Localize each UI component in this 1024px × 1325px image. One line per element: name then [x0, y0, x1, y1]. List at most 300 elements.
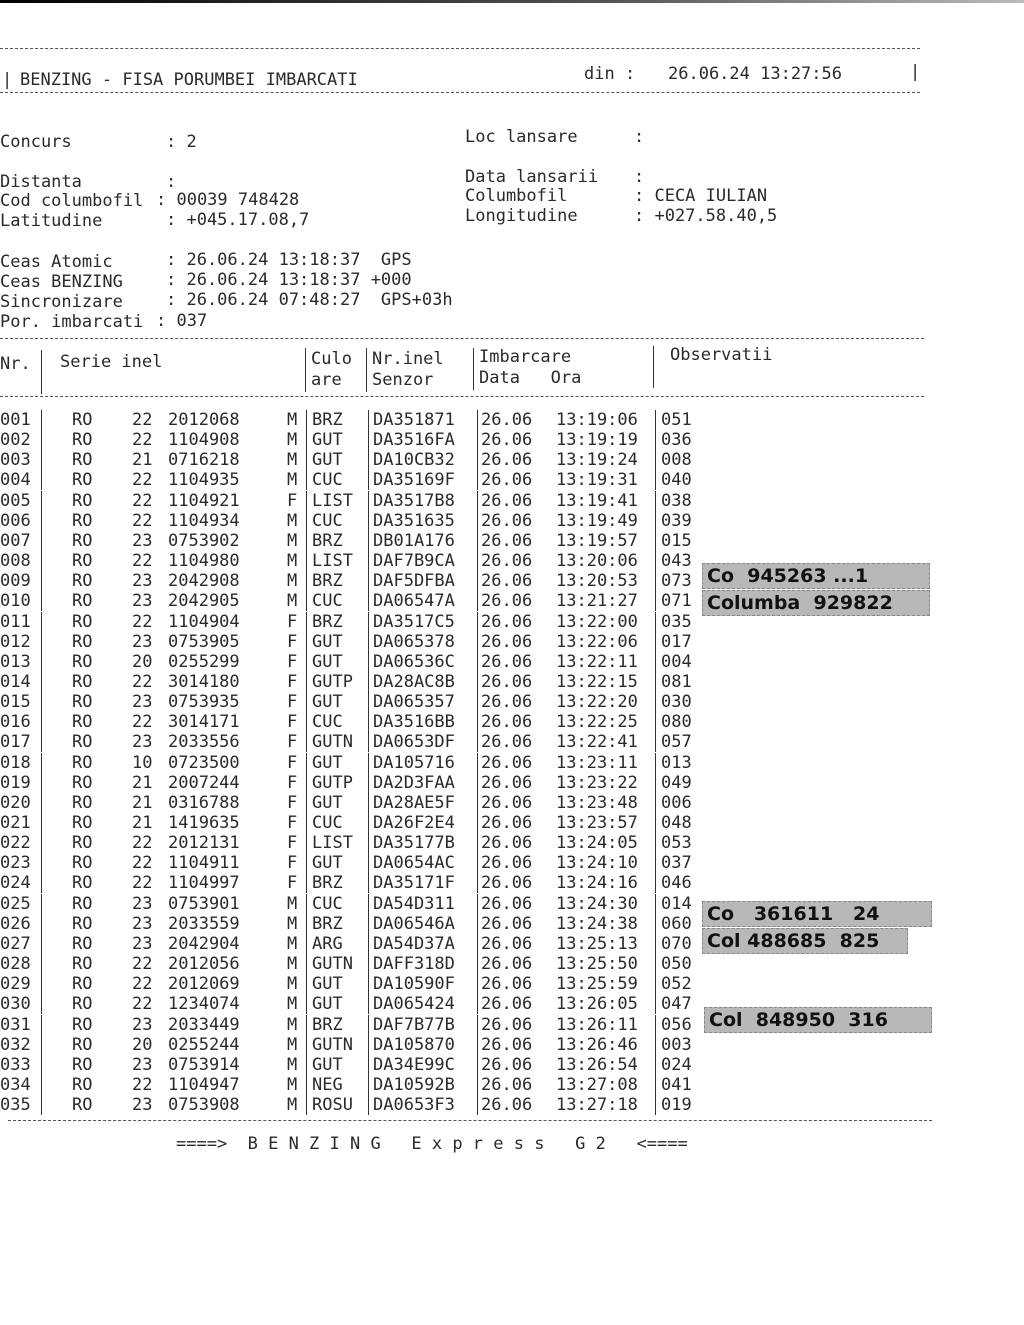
cell-data: 26.06	[481, 632, 533, 652]
row-separator-nr	[41, 753, 42, 773]
cell-data: 26.06	[481, 853, 533, 873]
cell-data: 26.06	[481, 612, 533, 632]
cell-tara: RO	[72, 773, 93, 793]
row-separator-nrinel	[368, 753, 369, 773]
cell-an: 23	[132, 591, 153, 611]
cell-nr: 017	[0, 732, 31, 752]
row-separator-imbarcare	[477, 813, 478, 833]
cell-tara: RO	[72, 551, 93, 571]
cell-tara: RO	[72, 833, 93, 853]
cell-inel: 3014171	[168, 712, 240, 732]
row-separator-imbarcare	[477, 793, 478, 813]
cell-sex: F	[287, 833, 298, 853]
row-separator-observatii	[655, 511, 656, 531]
cell-tara: RO	[72, 954, 93, 974]
cell-tara: RO	[72, 1035, 93, 1055]
row-separator-nr	[41, 914, 42, 934]
data-lansarii-label: Data lansarii	[465, 167, 599, 187]
cell-senzor: DA351871	[373, 410, 455, 430]
cell-nr: 016	[0, 712, 31, 732]
cell-senzor: DA26F2E4	[373, 813, 455, 833]
cell-data: 26.06	[481, 934, 533, 954]
column-header-imbarcare-2: Data Ora	[479, 368, 582, 388]
header-top-divider	[0, 48, 920, 49]
cell-ora: 13:19:57	[556, 531, 638, 551]
cell-tara: RO	[72, 1015, 93, 1035]
cell-senzor: DAFF318D	[373, 954, 455, 974]
row-separator-nrinel	[368, 410, 369, 430]
row-separator-imbarcare	[477, 632, 478, 652]
cell-senzor: DA06536C	[373, 652, 455, 672]
cell-ora: 13:23:57	[556, 813, 638, 833]
cell-tara: RO	[72, 753, 93, 773]
cell-culoare: BRZ	[312, 410, 343, 430]
table-row	[0, 833, 700, 853]
cell-data: 26.06	[481, 773, 533, 793]
data-lansarii-value: :	[634, 167, 645, 187]
cell-inel: 2012068	[168, 410, 240, 430]
row-separator-nrinel	[368, 1075, 369, 1095]
row-separator-culoare	[306, 591, 307, 611]
cell-inel: 2012069	[168, 974, 240, 994]
row-separator-nr	[41, 430, 42, 450]
cell-senzor: DA34E99C	[373, 1055, 455, 1075]
cell-observatii: 013	[661, 753, 692, 773]
cell-ora: 13:22:15	[556, 672, 638, 692]
cell-ora: 13:27:18	[556, 1095, 638, 1115]
cell-senzor: DA065424	[373, 994, 455, 1014]
cell-ora: 13:19:41	[556, 491, 638, 511]
table-row	[0, 652, 700, 672]
cell-ora: 13:19:49	[556, 511, 638, 531]
table-header-bottom-divider	[0, 396, 924, 397]
row-separator-observatii	[655, 853, 656, 873]
cell-senzor: DA0653DF	[373, 732, 455, 752]
longitudine-label: Longitudine	[465, 206, 578, 226]
table-row	[0, 1075, 700, 1095]
cell-nr: 035	[0, 1095, 31, 1115]
cell-observatii: 081	[661, 672, 692, 692]
row-separator-imbarcare	[477, 430, 478, 450]
table-bottom-divider	[8, 1120, 932, 1121]
row-separator-nrinel	[368, 511, 369, 531]
cell-nr: 022	[0, 833, 31, 853]
row-separator-nr	[41, 813, 42, 833]
cell-senzor: DA10CB32	[373, 450, 455, 470]
cell-tara: RO	[72, 1095, 93, 1115]
cell-nr: 031	[0, 1015, 31, 1035]
cell-nr: 027	[0, 934, 31, 954]
header-bottom-divider	[0, 92, 920, 93]
cell-culoare: GUT	[312, 793, 343, 813]
row-separator-observatii	[655, 833, 656, 853]
row-separator-imbarcare	[477, 551, 478, 571]
cell-inel: 2007244	[168, 773, 240, 793]
row-separator-culoare	[306, 1075, 307, 1095]
cell-observatii: 039	[661, 511, 692, 531]
table-row	[0, 1055, 700, 1075]
cell-observatii: 003	[661, 1035, 692, 1055]
cell-an: 22	[132, 430, 153, 450]
cell-ora: 13:22:25	[556, 712, 638, 732]
cell-an: 23	[132, 894, 153, 914]
cell-ora: 13:24:38	[556, 914, 638, 934]
cell-tara: RO	[72, 470, 93, 490]
cell-sex: M	[287, 974, 298, 994]
cell-senzor: DAF7B77B	[373, 1015, 455, 1035]
row-separator-observatii	[655, 1035, 656, 1055]
cell-data: 26.06	[481, 1055, 533, 1075]
cell-tara: RO	[72, 511, 93, 531]
cell-tara: RO	[72, 632, 93, 652]
cell-senzor: DA10590F	[373, 974, 455, 994]
cell-an: 22	[132, 994, 153, 1014]
cell-sex: F	[287, 692, 298, 712]
cell-observatii: 050	[661, 954, 692, 974]
row-separator-nr	[41, 450, 42, 470]
cell-senzor: DAF5DFBA	[373, 571, 455, 591]
cell-ora: 13:22:11	[556, 652, 638, 672]
cell-observatii: 080	[661, 712, 692, 732]
row-separator-culoare	[306, 430, 307, 450]
row-separator-nrinel	[368, 571, 369, 591]
column-header-culoare-2: are	[311, 370, 342, 390]
row-separator-nrinel	[368, 894, 369, 914]
row-separator-observatii	[655, 934, 656, 954]
row-separator-culoare	[306, 873, 307, 893]
cell-inel: 0753935	[168, 692, 240, 712]
cell-sex: F	[287, 732, 298, 752]
concurs-value: : 2	[166, 132, 197, 152]
cell-sex: M	[287, 1095, 298, 1115]
cell-data: 26.06	[481, 531, 533, 551]
cell-ora: 13:22:06	[556, 632, 638, 652]
cell-data: 26.06	[481, 410, 533, 430]
cell-culoare: GUTN	[312, 732, 353, 752]
cell-culoare: LIST	[312, 833, 353, 853]
cell-sex: F	[287, 612, 298, 632]
cell-data: 26.06	[481, 894, 533, 914]
row-separator-imbarcare	[477, 894, 478, 914]
cell-observatii: 048	[661, 813, 692, 833]
cell-sex: M	[287, 934, 298, 954]
cell-nr: 009	[0, 571, 31, 591]
cell-senzor: DA35177B	[373, 833, 455, 853]
cell-culoare: GUT	[312, 1055, 343, 1075]
table-row	[0, 692, 700, 712]
cell-an: 22	[132, 1075, 153, 1095]
row-separator-imbarcare	[477, 672, 478, 692]
row-separator-imbarcare	[477, 753, 478, 773]
cell-nr: 034	[0, 1075, 31, 1095]
row-separator-imbarcare	[477, 1055, 478, 1075]
row-separator-observatii	[655, 1015, 656, 1035]
cell-tara: RO	[72, 873, 93, 893]
cell-observatii: 071	[661, 591, 692, 611]
cell-an: 22	[132, 612, 153, 632]
concurs-label: Concurs	[0, 132, 72, 152]
cell-inel: 1104934	[168, 511, 240, 531]
cell-observatii: 038	[661, 491, 692, 511]
header-separator-nr	[41, 350, 42, 394]
row-separator-imbarcare	[477, 410, 478, 430]
cell-sex: F	[287, 491, 298, 511]
scan-top-edge	[0, 0, 1024, 3]
row-separator-nr	[41, 591, 42, 611]
row-separator-nrinel	[368, 551, 369, 571]
cell-inel: 2012056	[168, 954, 240, 974]
row-separator-nr	[41, 612, 42, 632]
table-row	[0, 430, 700, 450]
cell-data: 26.06	[481, 571, 533, 591]
cell-culoare: GUT	[312, 450, 343, 470]
cell-culoare: BRZ	[312, 873, 343, 893]
cell-senzor: DA35171F	[373, 873, 455, 893]
table-row	[0, 531, 700, 551]
cell-senzor: DA06546A	[373, 914, 455, 934]
row-separator-imbarcare	[477, 994, 478, 1014]
cell-inel: 1104911	[168, 853, 240, 873]
cell-an: 22	[132, 853, 153, 873]
row-separator-nr	[41, 873, 42, 893]
latitudine-value: : +045.17.08,7	[166, 210, 310, 230]
row-separator-culoare	[306, 753, 307, 773]
row-separator-observatii	[655, 813, 656, 833]
cell-observatii: 052	[661, 974, 692, 994]
cell-senzor: DA28AC8B	[373, 672, 455, 692]
row-separator-observatii	[655, 994, 656, 1014]
row-separator-culoare	[306, 571, 307, 591]
cell-tara: RO	[72, 994, 93, 1014]
cell-nr: 025	[0, 894, 31, 914]
cell-an: 23	[132, 1095, 153, 1115]
cell-sex: M	[287, 894, 298, 914]
cell-an: 22	[132, 974, 153, 994]
cell-data: 26.06	[481, 753, 533, 773]
cell-senzor: DA351635	[373, 511, 455, 531]
cell-sex: M	[287, 551, 298, 571]
row-separator-nr	[41, 1095, 42, 1115]
row-separator-nrinel	[368, 1055, 369, 1075]
row-separator-nr	[41, 1055, 42, 1075]
cell-tara: RO	[72, 410, 93, 430]
ceas-benzing-label: Ceas BENZING	[0, 272, 123, 292]
table-row	[0, 914, 700, 934]
ceas-atomic-value: : 26.06.24 13:18:37 GPS	[166, 250, 412, 270]
cell-inel: 1104947	[168, 1075, 240, 1095]
row-separator-culoare	[306, 974, 307, 994]
row-separator-observatii	[655, 1075, 656, 1095]
cell-nr: 004	[0, 470, 31, 490]
row-separator-culoare	[306, 1015, 307, 1035]
cell-culoare: GUTN	[312, 954, 353, 974]
row-separator-observatii	[655, 470, 656, 490]
cell-observatii: 047	[661, 994, 692, 1014]
cell-inel: 1234074	[168, 994, 240, 1014]
cell-data: 26.06	[481, 1035, 533, 1055]
row-separator-culoare	[306, 692, 307, 712]
cell-culoare: GUT	[312, 692, 343, 712]
header-separator-culoare	[305, 348, 306, 392]
table-row	[0, 853, 700, 873]
cell-ora: 13:22:00	[556, 612, 638, 632]
row-separator-imbarcare	[477, 934, 478, 954]
cell-sex: M	[287, 430, 298, 450]
cell-nr: 019	[0, 773, 31, 793]
cell-ora: 13:19:06	[556, 410, 638, 430]
cell-inel: 2042905	[168, 591, 240, 611]
row-separator-observatii	[655, 491, 656, 511]
row-separator-imbarcare	[477, 491, 478, 511]
row-separator-nrinel	[368, 470, 369, 490]
table-row	[0, 470, 700, 490]
cell-nr: 006	[0, 511, 31, 531]
cell-inel: 1104904	[168, 612, 240, 632]
cell-an: 22	[132, 491, 153, 511]
row-separator-imbarcare	[477, 773, 478, 793]
row-separator-nrinel	[368, 853, 369, 873]
porumbei-imbarcati-value: : 037	[156, 311, 208, 331]
table-row	[0, 753, 700, 773]
cell-inel: 0716218	[168, 450, 240, 470]
cell-ora: 13:20:53	[556, 571, 638, 591]
cell-sex: M	[287, 994, 298, 1014]
row-separator-observatii	[655, 430, 656, 450]
cell-sex: F	[287, 873, 298, 893]
row-separator-culoare	[306, 793, 307, 813]
cell-senzor: DA3516BB	[373, 712, 455, 732]
table-row	[0, 571, 700, 591]
row-separator-culoare	[306, 551, 307, 571]
cell-ora: 13:24:30	[556, 894, 638, 914]
row-separator-imbarcare	[477, 954, 478, 974]
row-separator-culoare	[306, 1055, 307, 1075]
row-separator-imbarcare	[477, 692, 478, 712]
cell-data: 26.06	[481, 793, 533, 813]
cell-inel: 1104980	[168, 551, 240, 571]
cell-ora: 13:19:19	[556, 430, 638, 450]
cell-tara: RO	[72, 914, 93, 934]
row-separator-culoare	[306, 511, 307, 531]
row-separator-observatii	[655, 753, 656, 773]
row-separator-nr	[41, 1015, 42, 1035]
cell-an: 20	[132, 652, 153, 672]
row-separator-nrinel	[368, 914, 369, 934]
table-row	[0, 1015, 700, 1035]
cell-data: 26.06	[481, 491, 533, 511]
cell-inel: 1104908	[168, 430, 240, 450]
cell-an: 22	[132, 551, 153, 571]
row-separator-observatii	[655, 450, 656, 470]
cell-ora: 13:23:11	[556, 753, 638, 773]
row-separator-observatii	[655, 793, 656, 813]
row-separator-nrinel	[368, 692, 369, 712]
cell-senzor: DA0653F3	[373, 1095, 455, 1115]
cell-senzor: DA2D3FAA	[373, 773, 455, 793]
row-separator-nr	[41, 571, 42, 591]
cell-data: 26.06	[481, 732, 533, 752]
ceas-benzing-value: : 26.06.24 13:18:37 +000	[166, 270, 412, 290]
cell-observatii: 056	[661, 1015, 692, 1035]
cell-sex: F	[287, 813, 298, 833]
cell-data: 26.06	[481, 954, 533, 974]
cell-senzor: DA3517B8	[373, 491, 455, 511]
cell-an: 21	[132, 450, 153, 470]
cell-sex: M	[287, 1035, 298, 1055]
cell-culoare: NEG	[312, 1075, 343, 1095]
cell-nr: 005	[0, 491, 31, 511]
cell-tara: RO	[72, 732, 93, 752]
cell-data: 26.06	[481, 974, 533, 994]
cell-nr: 030	[0, 994, 31, 1014]
cell-data: 26.06	[481, 833, 533, 853]
ring-sticker-3: Co 361611 24	[702, 901, 932, 927]
cell-senzor: DA54D37A	[373, 934, 455, 954]
cell-an: 22	[132, 511, 153, 531]
cell-ora: 13:27:08	[556, 1075, 638, 1095]
cell-senzor: DA28AE5F	[373, 793, 455, 813]
cell-nr: 023	[0, 853, 31, 873]
cell-an: 21	[132, 773, 153, 793]
cell-inel: 2033559	[168, 914, 240, 934]
table-row	[0, 591, 700, 611]
row-separator-culoare	[306, 491, 307, 511]
row-separator-observatii	[655, 974, 656, 994]
cell-observatii: 040	[661, 470, 692, 490]
cell-ora: 13:24:05	[556, 833, 638, 853]
cell-culoare: GUT	[312, 853, 343, 873]
row-separator-observatii	[655, 732, 656, 752]
print-date-label: din :	[584, 64, 636, 84]
row-separator-nrinel	[368, 873, 369, 893]
cell-ora: 13:22:20	[556, 692, 638, 712]
cell-sex: M	[287, 470, 298, 490]
ring-sticker-1: Co 945263 ...1	[702, 563, 930, 589]
cell-sex: F	[287, 753, 298, 773]
cell-culoare: CUC	[312, 813, 343, 833]
cell-culoare: ROSU	[312, 1095, 353, 1115]
cell-an: 22	[132, 672, 153, 692]
cell-sex: M	[287, 531, 298, 551]
row-separator-culoare	[306, 994, 307, 1014]
table-row	[0, 873, 700, 893]
cell-senzor: DA065378	[373, 632, 455, 652]
table-row	[0, 511, 700, 531]
row-separator-nr	[41, 511, 42, 531]
cell-ora: 13:24:10	[556, 853, 638, 873]
cell-an: 23	[132, 531, 153, 551]
table-row	[0, 491, 700, 511]
row-separator-nr	[41, 934, 42, 954]
cell-inel: 1104921	[168, 491, 240, 511]
cell-nr: 010	[0, 591, 31, 611]
cell-ora: 13:24:16	[556, 873, 638, 893]
row-separator-nrinel	[368, 591, 369, 611]
row-separator-nrinel	[368, 1015, 369, 1035]
cell-tara: RO	[72, 894, 93, 914]
cell-tara: RO	[72, 974, 93, 994]
cell-senzor: DA3516FA	[373, 430, 455, 450]
cell-inel: 0753905	[168, 632, 240, 652]
row-separator-imbarcare	[477, 470, 478, 490]
cell-observatii: 015	[661, 531, 692, 551]
cod-columbofil-value: : 00039 748428	[156, 190, 300, 210]
cell-culoare: GUT	[312, 652, 343, 672]
row-separator-imbarcare	[477, 873, 478, 893]
row-separator-nr	[41, 894, 42, 914]
row-separator-observatii	[655, 571, 656, 591]
cell-ora: 13:26:54	[556, 1055, 638, 1075]
